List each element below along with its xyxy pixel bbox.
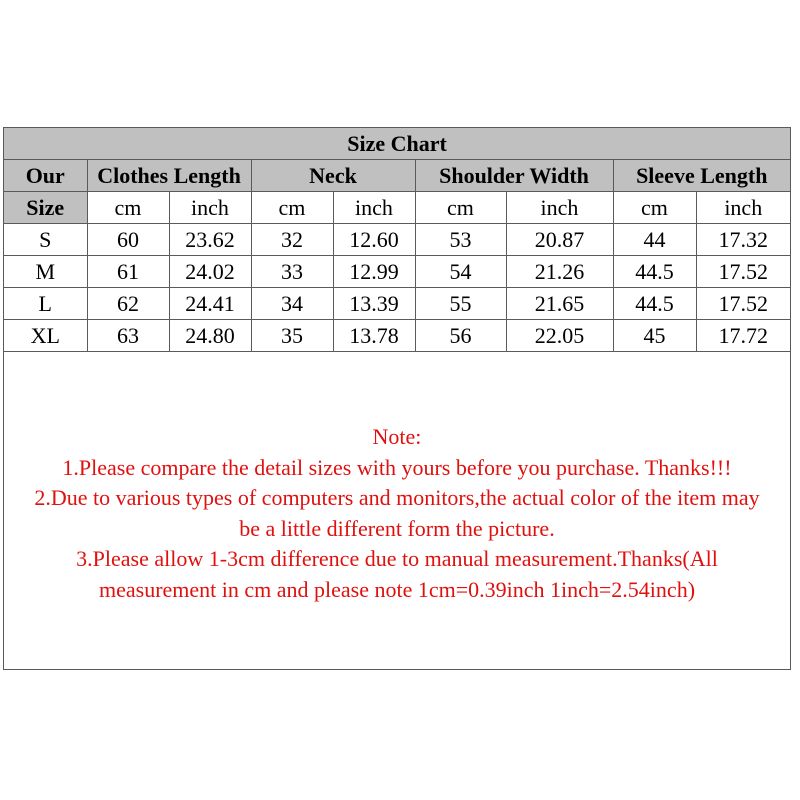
table-cell: 60 bbox=[87, 224, 169, 256]
note-line: 3.Please allow 1-3cm difference due to manual measurement.Thanks(All bbox=[76, 546, 718, 571]
size-chart-frame bbox=[3, 127, 791, 670]
size-label: S bbox=[4, 224, 87, 256]
chart-title: Size Chart bbox=[4, 128, 790, 160]
group-header-row bbox=[4, 160, 790, 192]
unit-cell: inch bbox=[696, 192, 790, 224]
table-row bbox=[4, 288, 790, 320]
note-line: measurement in cm and please note 1cm=0.39inch 1inch=2.54inch) bbox=[98, 576, 696, 602]
size-header-top: Our bbox=[4, 160, 87, 192]
note-heading: Note: bbox=[372, 424, 422, 449]
table-cell: 24.80 bbox=[169, 320, 251, 352]
table-cell: 24.02 bbox=[169, 256, 251, 288]
table-cell: 44 bbox=[613, 224, 696, 256]
table-cell: 53 bbox=[415, 224, 506, 256]
table-row bbox=[4, 256, 790, 288]
table-cell: 32 bbox=[251, 224, 333, 256]
table-cell: 24.41 bbox=[169, 288, 251, 320]
neck-header: Neck bbox=[251, 160, 415, 192]
table-cell: 54 bbox=[415, 256, 506, 288]
table-row bbox=[4, 224, 790, 256]
notes-block bbox=[4, 422, 790, 605]
size-label: XL bbox=[4, 320, 87, 352]
table-cell: 17.32 bbox=[696, 224, 790, 256]
unit-cell: cm bbox=[251, 192, 333, 224]
table-cell: 34 bbox=[251, 288, 333, 320]
table-cell: 55 bbox=[415, 288, 506, 320]
shoulder-width-header: Shoulder Width bbox=[415, 160, 613, 192]
table-cell: 33 bbox=[251, 256, 333, 288]
table-cell: 44.5 bbox=[613, 256, 696, 288]
note-line: 1.Please compare the detail sizes with yours before you purchase. Thanks!!! bbox=[62, 454, 732, 480]
size-chart-table bbox=[4, 128, 790, 352]
unit-cell: cm bbox=[87, 192, 169, 224]
table-cell: 17.52 bbox=[696, 288, 790, 320]
size-header-bottom: Size bbox=[4, 192, 87, 224]
table-cell: 21.65 bbox=[506, 288, 613, 320]
size-label: L bbox=[4, 288, 87, 320]
unit-cell: cm bbox=[415, 192, 506, 224]
unit-cell: inch bbox=[333, 192, 415, 224]
table-cell: 17.72 bbox=[696, 320, 790, 352]
table-cell: 21.26 bbox=[506, 256, 613, 288]
table-cell: 35 bbox=[251, 320, 333, 352]
table-cell: 23.62 bbox=[169, 224, 251, 256]
table-cell: 61 bbox=[87, 256, 169, 288]
title-row bbox=[4, 128, 790, 160]
table-row bbox=[4, 320, 790, 352]
table-cell: 45 bbox=[613, 320, 696, 352]
note-line: 2.Due to various types of computers and monitors,the actual color of the item may bbox=[34, 485, 760, 510]
table-cell: 22.05 bbox=[506, 320, 613, 352]
table-cell: 12.60 bbox=[333, 224, 415, 256]
unit-cell: cm bbox=[613, 192, 696, 224]
table-cell: 17.52 bbox=[696, 256, 790, 288]
table-cell: 12.99 bbox=[333, 256, 415, 288]
size-label: M bbox=[4, 256, 87, 288]
table-cell: 44.5 bbox=[613, 288, 696, 320]
sleeve-length-header: Sleeve Length bbox=[613, 160, 790, 192]
note-line: be a little different form the picture. bbox=[239, 515, 555, 541]
unit-header-row bbox=[4, 192, 790, 224]
unit-cell: inch bbox=[169, 192, 251, 224]
table-cell: 13.39 bbox=[333, 288, 415, 320]
table-cell: 20.87 bbox=[506, 224, 613, 256]
unit-cell: inch bbox=[506, 192, 613, 224]
table-cell: 56 bbox=[415, 320, 506, 352]
table-cell: 62 bbox=[87, 288, 169, 320]
clothes-length-header: Clothes Length bbox=[87, 160, 251, 192]
table-cell: 13.78 bbox=[333, 320, 415, 352]
table-cell: 63 bbox=[87, 320, 169, 352]
